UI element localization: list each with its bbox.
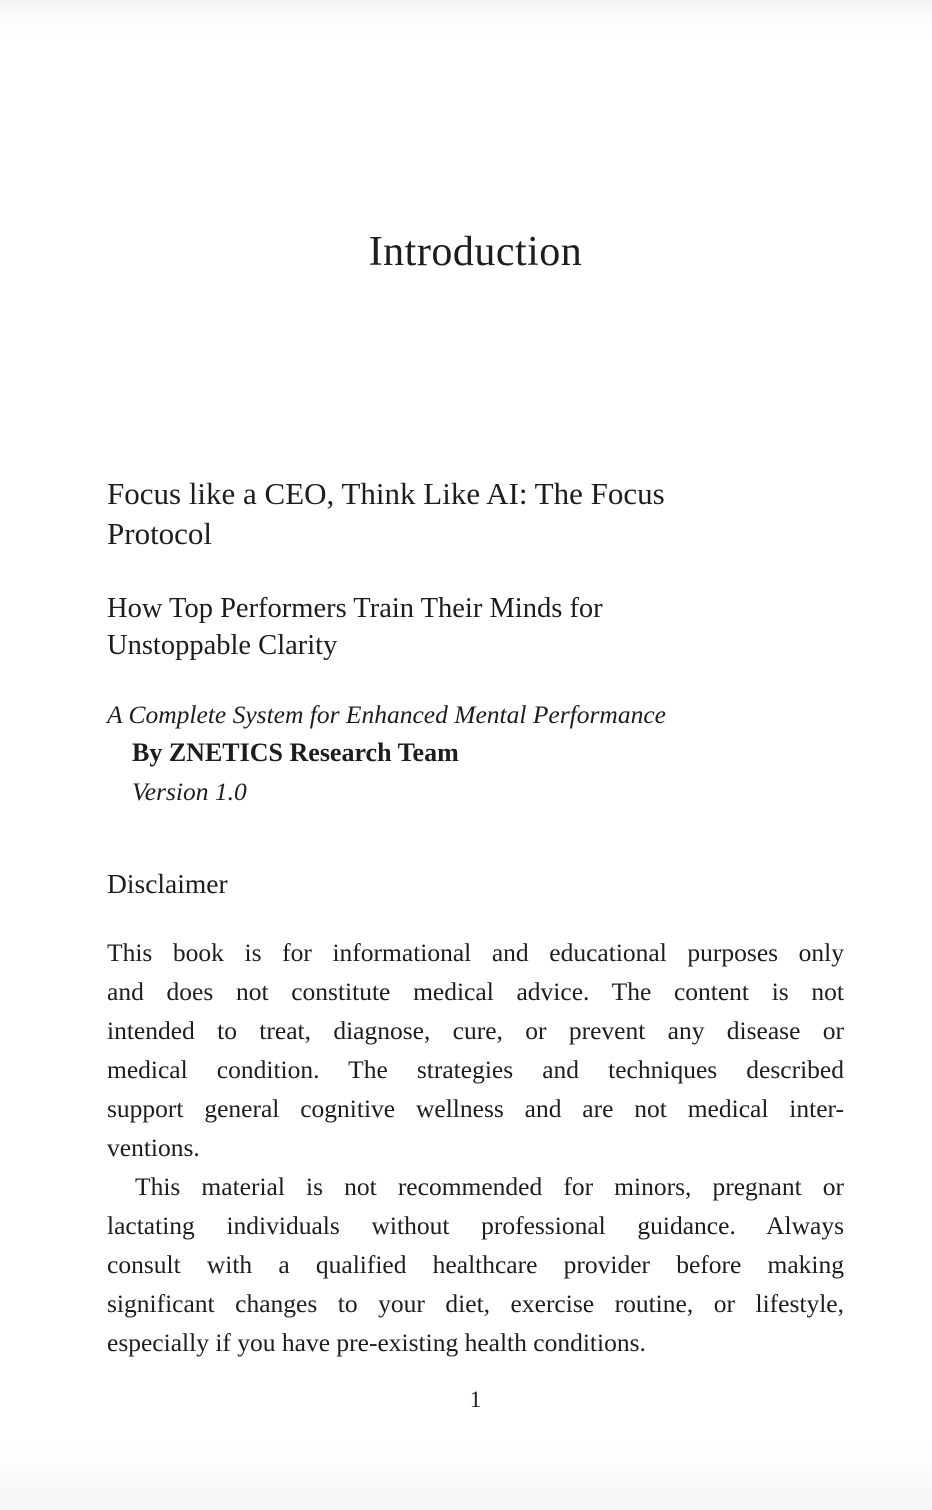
book-title-line-2: Protocol xyxy=(107,516,213,551)
paragraph-line: ventions. xyxy=(107,1133,200,1162)
disclaimer-paragraph-2 xyxy=(107,1167,844,1362)
text-column xyxy=(107,0,844,1362)
book-tagline: A Complete System for Enhanced Mental Performance xyxy=(107,700,666,729)
paragraph-line: This book is for informational and educational purposes only xyxy=(107,938,844,967)
book-subtitle-line-2: Unstoppable Clarity xyxy=(107,630,338,661)
paragraph-line: consult with a qualified healthcare provider before making xyxy=(107,1250,844,1279)
book-version: Version 1.0 xyxy=(132,777,247,806)
book-subtitle-line-1: How Top Performers Train Their Minds for xyxy=(107,593,603,624)
page-number: 1 xyxy=(469,1387,482,1412)
chapter-title: Introduction xyxy=(368,229,583,275)
paragraph-line: significant changes to your diet, exercise routine, or lifestyle, xyxy=(107,1289,844,1318)
paragraph-line: and does not constitute medical advice. The content is not xyxy=(107,977,844,1006)
paragraph-line: medical condition. The strategies and techniques described xyxy=(107,1055,844,1084)
book-byline: By ZNETICS Research Team xyxy=(132,738,459,767)
book-subtitle-heading xyxy=(107,590,844,664)
disclaimer-heading: Disclaimer xyxy=(107,868,228,899)
paragraph-line: support general cognitive wellness and are not medical inter- xyxy=(107,1094,844,1123)
paragraph-line: especially if you have pre-existing health conditions. xyxy=(107,1328,646,1357)
paragraph-line: lactating individuals without professional guidance. Always xyxy=(107,1211,844,1240)
page-bottom-shadow xyxy=(0,1440,932,1510)
book-title-line-1: Focus like a CEO, Think Like AI: The Focus xyxy=(107,476,665,511)
book-title-heading xyxy=(107,474,844,554)
paragraph-line: intended to treat, diagnose, cure, or prevent any disease or xyxy=(107,1016,844,1045)
paragraph-line: This material is not recommended for minors, pregnant or xyxy=(135,1172,844,1201)
disclaimer-paragraph-1 xyxy=(107,933,844,1167)
